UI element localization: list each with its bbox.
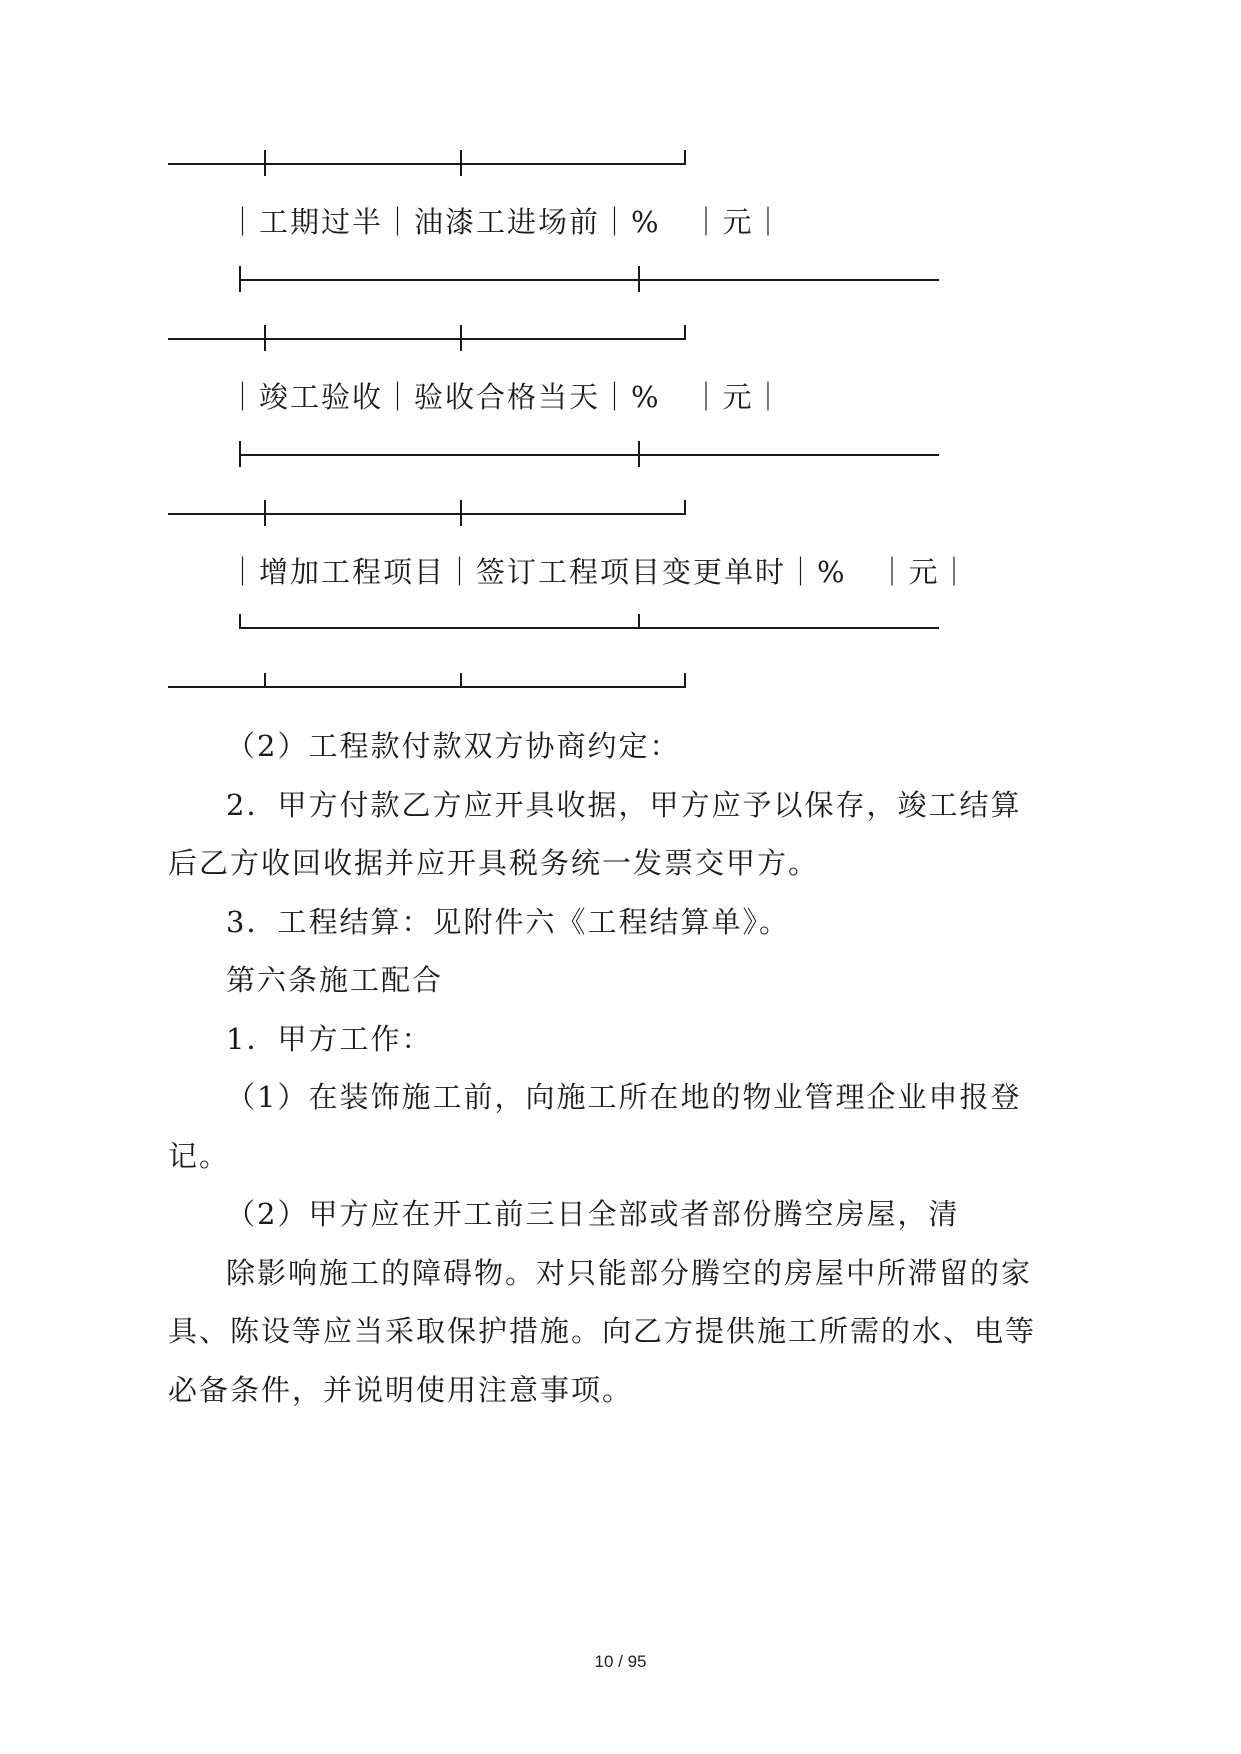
table-border-line	[168, 338, 686, 340]
paragraph-payment-agreement: （2）工程款付款双方协商约定：	[226, 729, 681, 763]
table-border-line	[239, 454, 939, 456]
paragraph-vacate-line-4: 必备条件，并说明使用注意事项。	[168, 1373, 634, 1407]
table-border-tick	[460, 325, 462, 351]
paragraph-vacate-line-2: 除影响施工的障碍物。对只能部分腾空的房屋中所滞留的家	[226, 1256, 1033, 1290]
paragraph-vacate-line-1: （2）甲方应在开工前三日全部或者部份腾空房屋，清	[226, 1197, 960, 1231]
paragraph-settlement: 3．工程结算：见附件六《工程结算单》。	[226, 905, 790, 939]
paragraph-receipt-line-1: 2．甲方付款乙方应开具收据，甲方应予以保存，竣工结算	[226, 788, 1022, 822]
page-number: 10 / 95	[594, 1652, 647, 1671]
table-row: ｜工期过半｜油漆工进场前｜% ｜元｜	[228, 205, 785, 239]
table-border-tick	[638, 266, 640, 292]
paragraph-party-a-work: 1．甲方工作：	[226, 1022, 433, 1056]
table-border-tick	[638, 614, 640, 628]
table-border-tick	[460, 673, 462, 687]
section-heading-article-6: 第六条施工配合	[226, 963, 444, 997]
table-border-line	[168, 513, 686, 515]
table-row: ｜竣工验收｜验收合格当天｜% ｜元｜	[228, 380, 785, 414]
paragraph-receipt-line-2: 后乙方收回收据并应开具税务统一发票交甲方。	[168, 846, 820, 880]
table-row: ｜增加工程项目｜签订工程项目变更单时｜% ｜元｜	[228, 555, 971, 589]
table-border-tick	[684, 500, 686, 514]
table-border-tick	[264, 150, 266, 176]
paragraph-registration-line-2: 记。	[168, 1139, 231, 1173]
table-border-line	[239, 279, 939, 281]
table-border-tick	[239, 614, 241, 628]
table-border-tick	[264, 325, 266, 351]
table-border-tick	[684, 673, 686, 687]
table-border-tick	[460, 150, 462, 176]
table-border-line	[239, 627, 939, 629]
table-border-tick	[264, 673, 266, 687]
table-border-tick	[684, 150, 686, 164]
table-border-tick	[638, 441, 640, 467]
table-border-line	[168, 686, 686, 688]
paragraph-registration-line-1: （1）在装饰施工前，向施工所在地的物业管理企业申报登	[226, 1080, 1022, 1114]
table-border-tick	[264, 500, 266, 526]
table-border-line	[168, 163, 686, 165]
paragraph-vacate-line-3: 具、陈设等应当采取保护措施。向乙方提供施工所需的水、电等	[168, 1314, 1037, 1348]
table-border-tick	[460, 500, 462, 526]
table-border-tick	[684, 325, 686, 339]
